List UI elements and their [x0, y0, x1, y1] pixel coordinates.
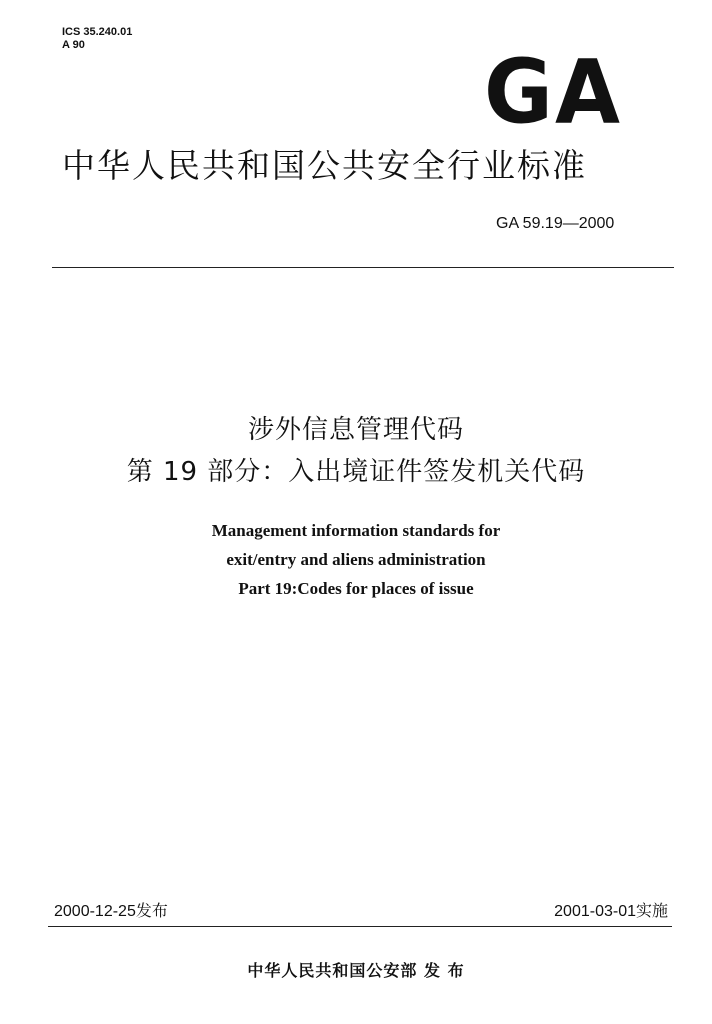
classification-code: A 90 — [62, 39, 85, 51]
header-divider — [52, 267, 674, 268]
implement-date: 2001-03-01实施 — [554, 903, 668, 920]
ics-code-block — [62, 26, 132, 52]
ga-logo: GA — [484, 40, 622, 144]
ics-code: ICS 35.240.01 — [62, 26, 133, 38]
chinese-title-line-1: 涉外信息管理代码 — [247, 415, 464, 445]
chinese-title-line-2: 第 19 部分：入出境证件签发机关代码 — [126, 457, 586, 487]
english-title-line-3: Part 19:Codes for places of issue — [238, 579, 474, 598]
english-title-line-2: exit/entry and aliens administration — [226, 550, 486, 569]
footer-divider — [48, 926, 672, 927]
standard-category-title: 中华人民共和国公共安全行业标准 — [62, 146, 587, 185]
issuer: 中华人民共和国公安部 发 布 — [247, 961, 465, 980]
english-title — [0, 516, 712, 603]
standard-number: GA 59.19—2000 — [496, 215, 615, 232]
publish-date: 2000-12-25发布 — [54, 903, 168, 920]
english-title-line-1: Management information standards for — [211, 521, 501, 540]
